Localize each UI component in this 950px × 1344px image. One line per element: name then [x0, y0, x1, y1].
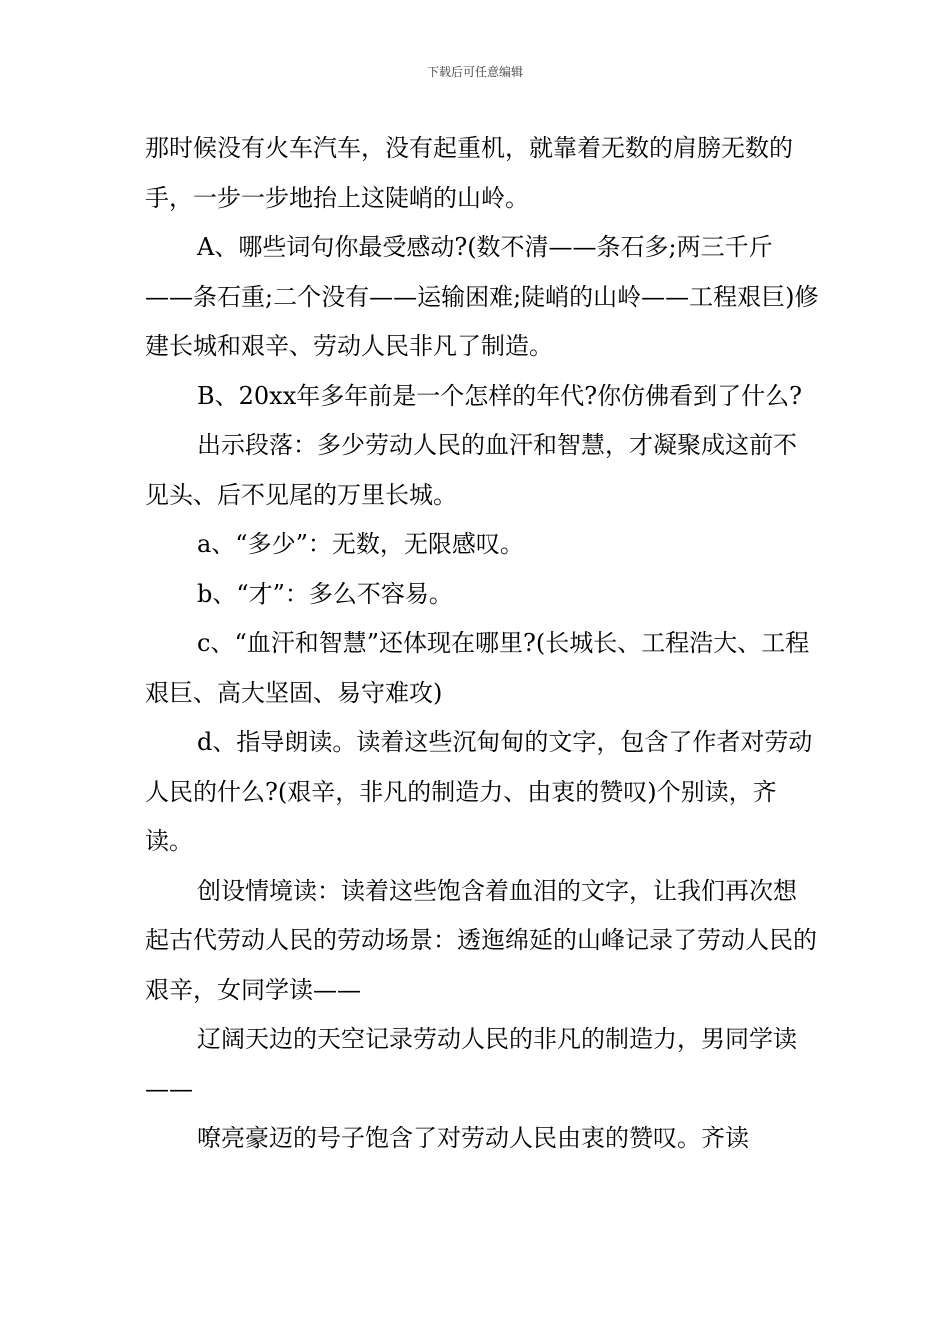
- paragraph: b、“才”：多么不容易。: [197, 579, 453, 608]
- paragraph: 出示段落：多少劳动人民的血汗和智慧，才凝聚成这前不见头、后不见尾的万里长城。: [145, 431, 797, 509]
- document-body: [145, 124, 820, 1164]
- paragraph: B、20xx年多年前是一个怎样的年代?你仿佛看到了什么?: [197, 381, 802, 410]
- paragraph: 那时候没有火车汽车，没有起重机，就靠着无数的肩膀无数的手，一步一步地抬上这陡峭的山岭。: [145, 134, 793, 212]
- paragraph: A、哪些词句你最受感动?(数不清——条石多;两三千斤——条石重;二个没有——运输困难;陡峭的山岭——工程艰巨)修建长城和艰辛、劳动人民非凡了制造。: [145, 233, 819, 360]
- paragraph: a、“多少”：无数，无限感叹。: [197, 530, 524, 558]
- paragraph: d、指导朗读。读着这些沉甸甸的文字，包含了作者对劳动人民的什么?(艰辛，非凡的制造力、由衷的赞叹)个别读，齐读。: [145, 728, 813, 855]
- paragraph: c、“血汗和智慧”还体现在哪里?(长城长、工程浩大、工程艰巨、高大坚固、易守难攻): [145, 629, 810, 707]
- page-header: 下载后可任意编辑: [426, 65, 523, 79]
- paragraph: 创设情境读：读着这些饱含着血泪的文字，让我们再次想起古代劳动人民的劳动场景：透迤绵延的山峰记录了劳动人民的艰辛，女同学读——: [145, 876, 817, 1004]
- paragraph: 辽阔天边的天空记录劳动人民的非凡的制造力，男同学读——: [145, 1025, 797, 1103]
- paragraph: 嘹亮豪迈的号子饱含了对劳动人民由衷的赞叹。齐读: [197, 1124, 749, 1152]
